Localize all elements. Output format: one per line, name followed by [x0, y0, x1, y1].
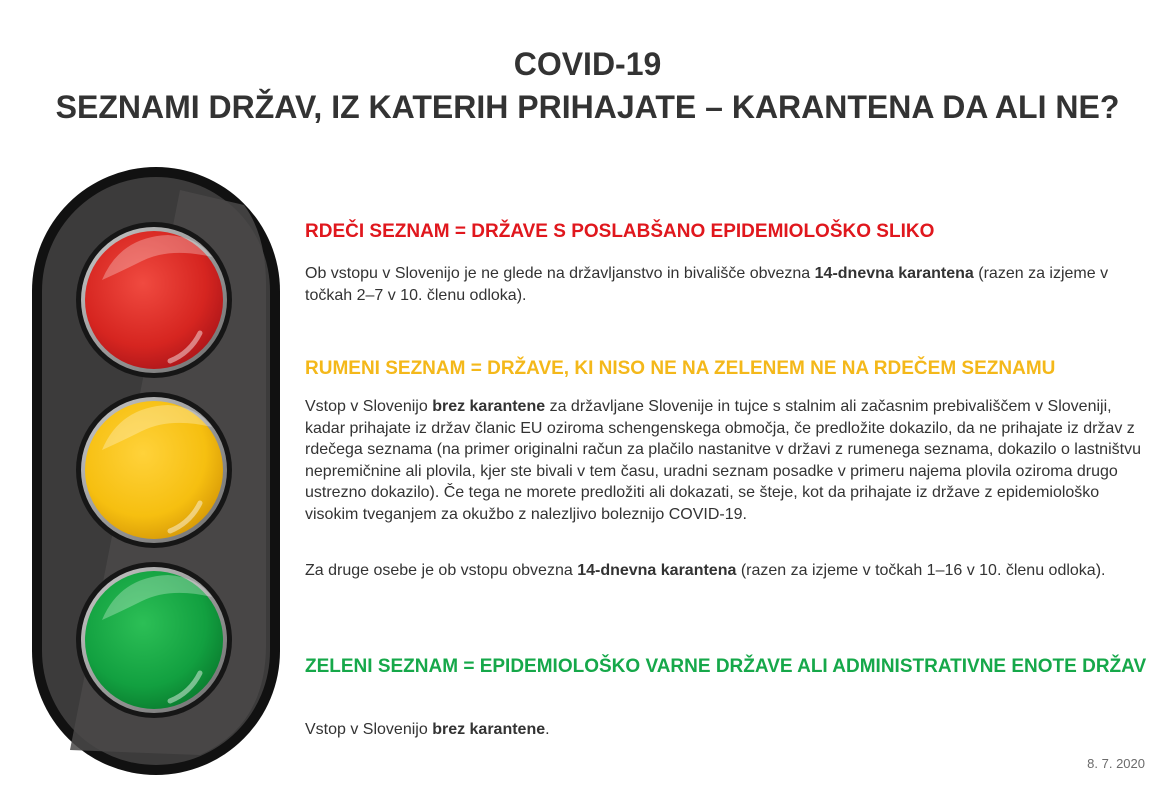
red-list-heading: RDEČI SEZNAM = DRŽAVE S POSLABŠANO EPIDEMIOLOŠKO SLIKO: [305, 221, 935, 242]
green-lamp: [76, 562, 232, 718]
red-list-text: Ob vstopu v Slovenijo je ne glede na državljanstvo in bivališče obvezna 14-dnevna karantena (razen za izjeme v točkah 2–7 v 10. členu odloka).: [305, 265, 1109, 304]
page-subtitle: SEZNAMI DRŽAV, IZ KATERIH PRIHAJATE – KARANTENA DA ALI NE?: [55, 89, 1120, 125]
yellow-list-heading: RUMENI SEZNAM = DRŽAVE, KI NISO NE NA ZELENEM NE NA RDEČEM SEZNAMU: [305, 358, 1056, 379]
page-title: COVID-19: [513, 46, 662, 82]
document-date: 8. 7. 2020: [1087, 756, 1145, 771]
red-lamp: [76, 222, 232, 378]
yellow-list-text-2: Za druge osebe je ob vstopu obvezna 14-dnevna karantena (razen za izjeme v točkah 1–16 v 10. členu odloka).: [305, 562, 1106, 579]
yellow-lamp: [76, 392, 232, 548]
traffic-light-icon: [30, 165, 282, 777]
green-list-heading: ZELENI SEZNAM = EPIDEMIOLOŠKO VARNE DRŽAVE ALI ADMINISTRATIVNE ENOTE DRŽAV: [305, 656, 1147, 677]
green-list-text: Vstop v Slovenijo brez karantene.: [305, 721, 550, 738]
yellow-list-text: Vstop v Slovenijo brez karantene za državljane Slovenije in tujce s stalnim ali začasnim prebivališčem v Sloveniji, kadar prihajate iz držav članic EU oziroma schengenskega območja, če predložite dokazilo, da ne prihajate iz držav z rdečega seznama (na primer originalni račun za plačilo nastanitve v državi z rumenega seznama, dokazilo o lastništvu nepremičnine ali plovila, kjer ste bivali v tem času, uradni seznam posadke v primeru najema plovila oziroma drugo ustrezno dokazilo). Če tega ne morete predložiti ali dokazati, se šteje, kot da prihajate iz države z epidemiološko visokim tveganjem za okužbo z nalezljivo boleznijo COVID-19.: [305, 398, 1141, 523]
